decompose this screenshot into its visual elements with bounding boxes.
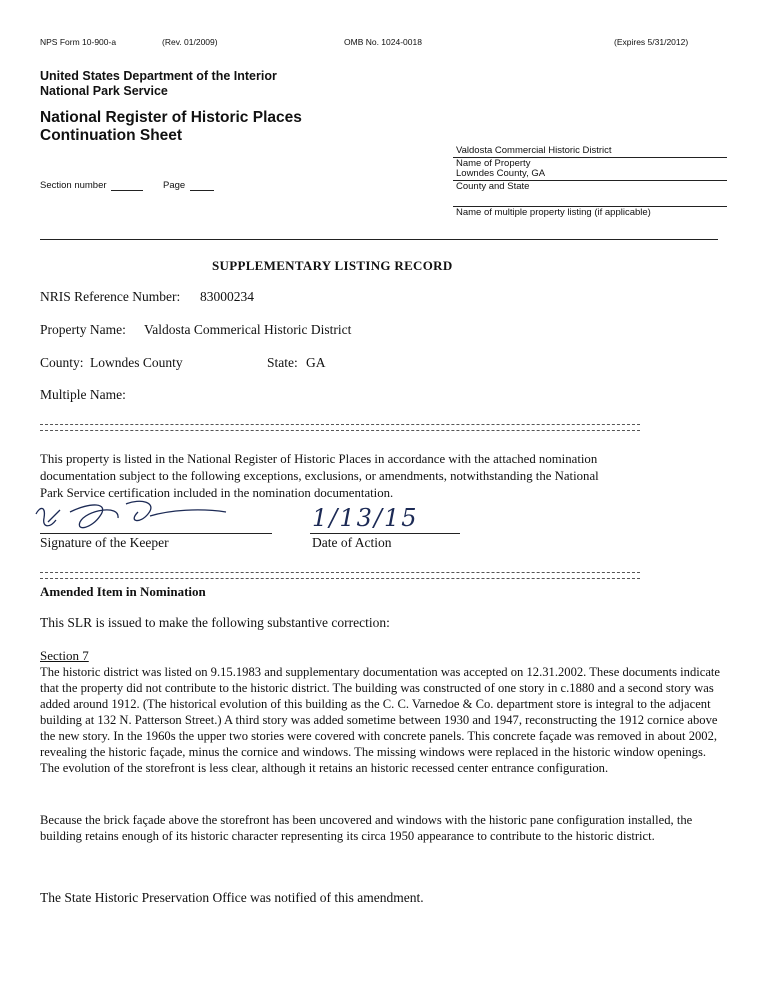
header-divider xyxy=(40,239,718,240)
section-7-label: Section 7 xyxy=(40,648,89,663)
form-title: National Register of Historic Places xyxy=(40,109,302,126)
page-label: Page xyxy=(163,180,186,191)
dashed-separator-2 xyxy=(40,572,640,579)
omb-number: OMB No. 1024-0018 xyxy=(344,37,422,47)
page-field xyxy=(163,180,214,191)
agency-service: National Park Service xyxy=(40,84,168,98)
form-expiration: (Expires 5/31/2012) xyxy=(614,37,689,47)
date-line xyxy=(310,533,460,534)
property-name-field-value: Valdosta Commerical Historic District xyxy=(144,322,352,337)
nris-reference-value: 83000234 xyxy=(200,289,254,304)
form-subtitle: Continuation Sheet xyxy=(40,127,183,144)
action-date-handwritten: 1/13/15 xyxy=(312,504,419,532)
agency-department: United States Department of the Interior xyxy=(40,69,277,83)
county-value: Lowndes County xyxy=(90,355,183,370)
section-number-label: Section number xyxy=(40,180,107,191)
nris-reference-label: NRIS Reference Number: xyxy=(40,289,181,304)
property-name-field-label: Property Name: xyxy=(40,322,126,337)
multiple-listing-label: Name of multiple property listing (if applicable) xyxy=(456,207,651,218)
property-name-label: Name of Property xyxy=(456,158,531,169)
county-state-label: County and State xyxy=(456,181,530,192)
dashed-separator-1 xyxy=(40,424,640,431)
section-number-blank xyxy=(111,190,143,191)
state-value: GA xyxy=(306,355,326,370)
property-name-value: Valdosta Commercial Historic District xyxy=(456,145,612,156)
state-label: State: xyxy=(267,355,298,370)
section-number-field xyxy=(40,180,143,191)
statement-line-1: This property is listed in the National Register of Historic Places in accordance with the attached nomination xyxy=(40,452,598,466)
record-heading: SUPPLEMENTARY LISTING RECORD xyxy=(212,258,453,273)
shpo-notice: The State Historic Preservation Office was notified of this amendment. xyxy=(40,890,424,905)
statement-line-3: Park Service certification included in the nomination documentation. xyxy=(40,486,394,500)
county-label: County: xyxy=(40,355,84,370)
statement-line-2: documentation subject to the following exceptions, exclusions, or amendments, notwithstanding the National xyxy=(40,469,599,483)
form-revision: (Rev. 01/2009) xyxy=(162,37,218,47)
page-blank xyxy=(190,190,214,191)
signature-line xyxy=(40,533,272,534)
correction-intro: This SLR is issued to make the following substantive correction: xyxy=(40,615,390,630)
date-of-action-label: Date of Action xyxy=(312,535,392,550)
section-7-paragraph: The historic district was listed on 9.15.1983 and supplementary documentation was accepted on 12.31.2002. These documents indicate that the property did not contribute to the historic district. The building was constructed of one story in c.1880 and a second story was added around 1912. (The historical evolution of this building as the C. C. Varnedoe & Co. department store is integral to the adjacent building at 132 N. Patterson Street.) A third story was added sometime between 1930 and 1947, reconstructing the 1912 cornice above the new story. In the 1960s the upper two stories were covered with concrete panels. This concrete façade was removed in about 2002, revealing the historic façade, minus the cornice and windows. The missing windows were replaced in the historic window openings. The evolution of the storefront is less clear, although it retains an historic recessed center entrance configuration. xyxy=(40,665,721,775)
keeper-signature-label: Signature of the Keeper xyxy=(40,535,169,550)
multiple-name-label: Multiple Name: xyxy=(40,387,126,402)
amended-heading: Amended Item in Nomination xyxy=(40,584,206,599)
form-number: NPS Form 10-900-a xyxy=(40,37,117,47)
county-state-value: Lowndes County, GA xyxy=(456,168,546,179)
conclusion-paragraph: Because the brick façade above the storefront has been uncovered and windows with the historic pane configuration installed, the building retains enough of its historic character representing its circa 1950 appearance to contribute to the historic district. xyxy=(40,813,693,843)
